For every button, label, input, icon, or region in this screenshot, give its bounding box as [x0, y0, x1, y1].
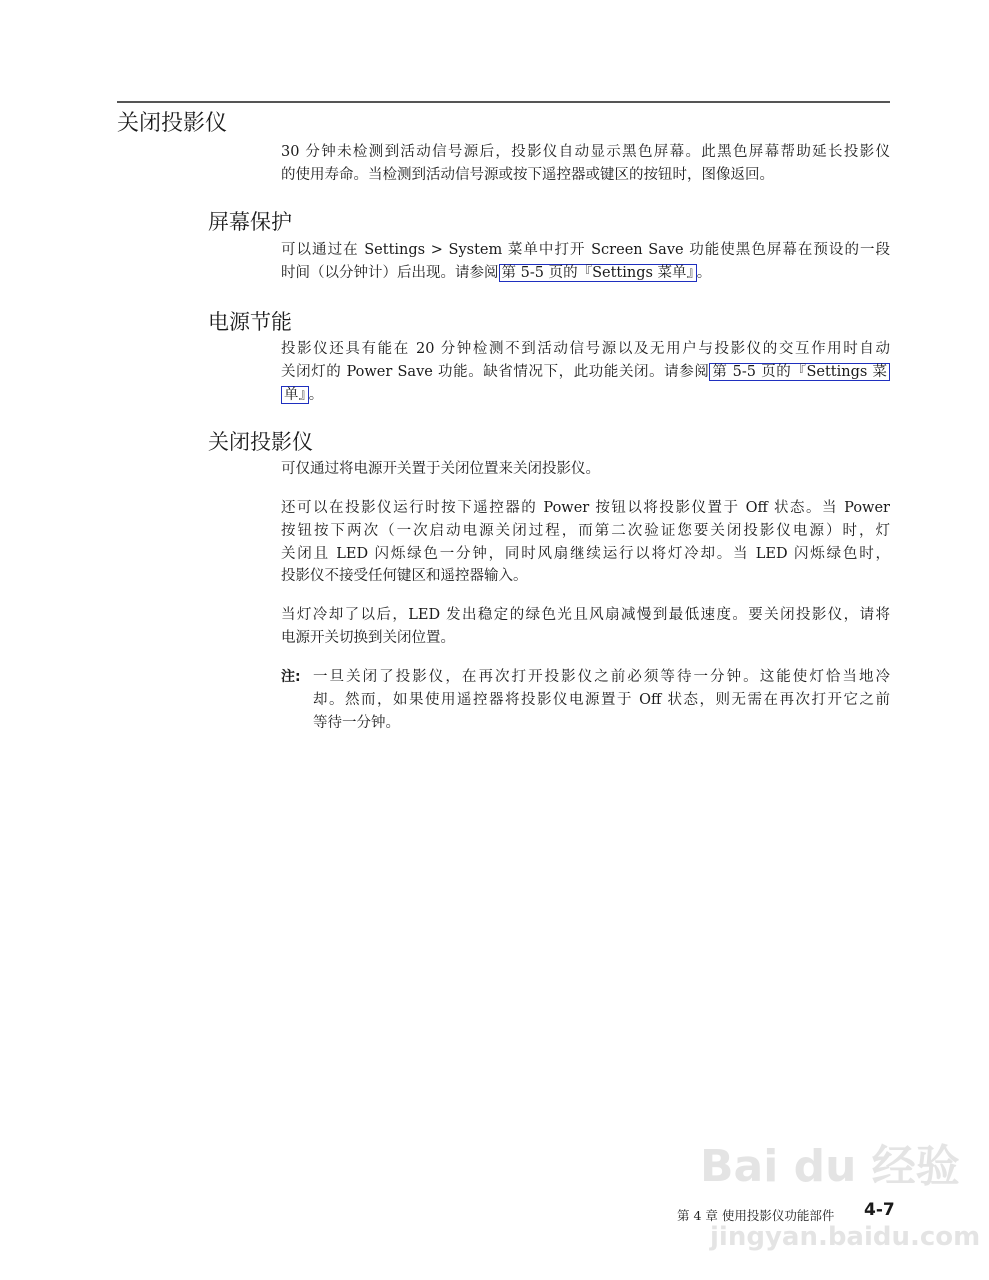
settings-menu-link[interactable]: 第 5-5 页的『Settings 菜 [709, 363, 890, 381]
text-line: 投影仪还具有能在 20 分钟检测不到活动信号源以及无用户与投影仪的交互作用时自动 [281, 341, 890, 357]
text-line: 却。然而，如果使用遥控器将投影仪电源置于 Off 状态，则无需在再次打开它之前 [313, 691, 890, 708]
settings-menu-link-cont[interactable]: 单』 [281, 386, 309, 404]
text-line: 等待一分钟。 [313, 714, 400, 731]
page-number: 4-7 [864, 1200, 895, 1220]
baidu-watermark-logo: Bai du 经验 jingyan.baidu.com [700, 1141, 981, 1252]
text-line: 30 分钟未检测到活动信号源后，投影仪自动显示黑色屏幕。此黑色屏幕帮助延长投影仪 [281, 144, 890, 160]
heading-turn-off: 关闭投影仪 [208, 430, 313, 454]
text-line: 可以通过在 Settings > System 菜单中打开 Screen Save 功能使黑色屏幕在预设的一段 [281, 242, 890, 258]
note-block [281, 666, 890, 734]
text: 。 [308, 386, 324, 403]
text-line: 关闭且 LED 闪烁绿色一分钟，同时风扇继续运行以将灯冷却。当 LED 闪烁绿色时， [281, 545, 890, 562]
text-line: 还可以在投影仪运行时按下遥控器的 Power 按钮以将投影仪置于 Off 状态。当 Power [281, 500, 890, 516]
heading-screen-save: 屏幕保护 [208, 210, 292, 234]
paragraph-power-switch [281, 458, 890, 481]
note-body [313, 666, 890, 734]
text: 关闭灯的 Power Save 功能。缺省情况下，此功能关闭。请参阅 [281, 363, 710, 380]
text-line [281, 262, 890, 285]
text: 。 [696, 264, 712, 281]
text-line: 按钮按下两次（一次启动电源关闭过程，而第二次验证您要关闭投影仪电源）时，灯 [281, 522, 890, 539]
text-line: 当灯冷却了以后，LED 发出稳定的绿色光且风扇减慢到最低速度。要关闭投影仪，请将 [281, 607, 890, 623]
paragraph-power-save [281, 338, 890, 406]
paragraph-auto-blank [281, 141, 890, 187]
paragraph-cooldown [281, 604, 890, 650]
text-line: 电源开关切换到关闭位置。 [281, 629, 455, 646]
paragraph-screen-save [281, 239, 890, 285]
footer-chapter: 第 4 章 使用投影仪功能部件 [677, 1208, 835, 1223]
text-line: 可仅通过将电源开关置于关闭位置来关闭投影仪。 [281, 461, 600, 477]
note-label: 注: [281, 669, 301, 685]
paragraph-power-button [281, 497, 890, 588]
text-line [281, 384, 890, 407]
text-line: 的使用寿命。当检测到活动信号源或按下遥控器或键区的按钮时，图像返回。 [281, 166, 774, 183]
heading-power-save: 电源节能 [208, 310, 292, 334]
top-divider [117, 101, 890, 103]
text-line: 一旦关闭了投影仪，在再次打开投影仪之前必须等待一分钟。这能使灯恰当地冷 [313, 669, 890, 685]
text-line: 投影仪不接受任何键区和遥控器输入。 [281, 568, 528, 585]
settings-menu-link[interactable]: 第 5-5 页的『Settings 菜单』 [499, 264, 697, 282]
text: 时间（以分钟计）后出现。请参阅 [281, 264, 499, 281]
section-heading-shutdown: 关闭投影仪 [117, 111, 228, 136]
text-line [281, 361, 890, 384]
